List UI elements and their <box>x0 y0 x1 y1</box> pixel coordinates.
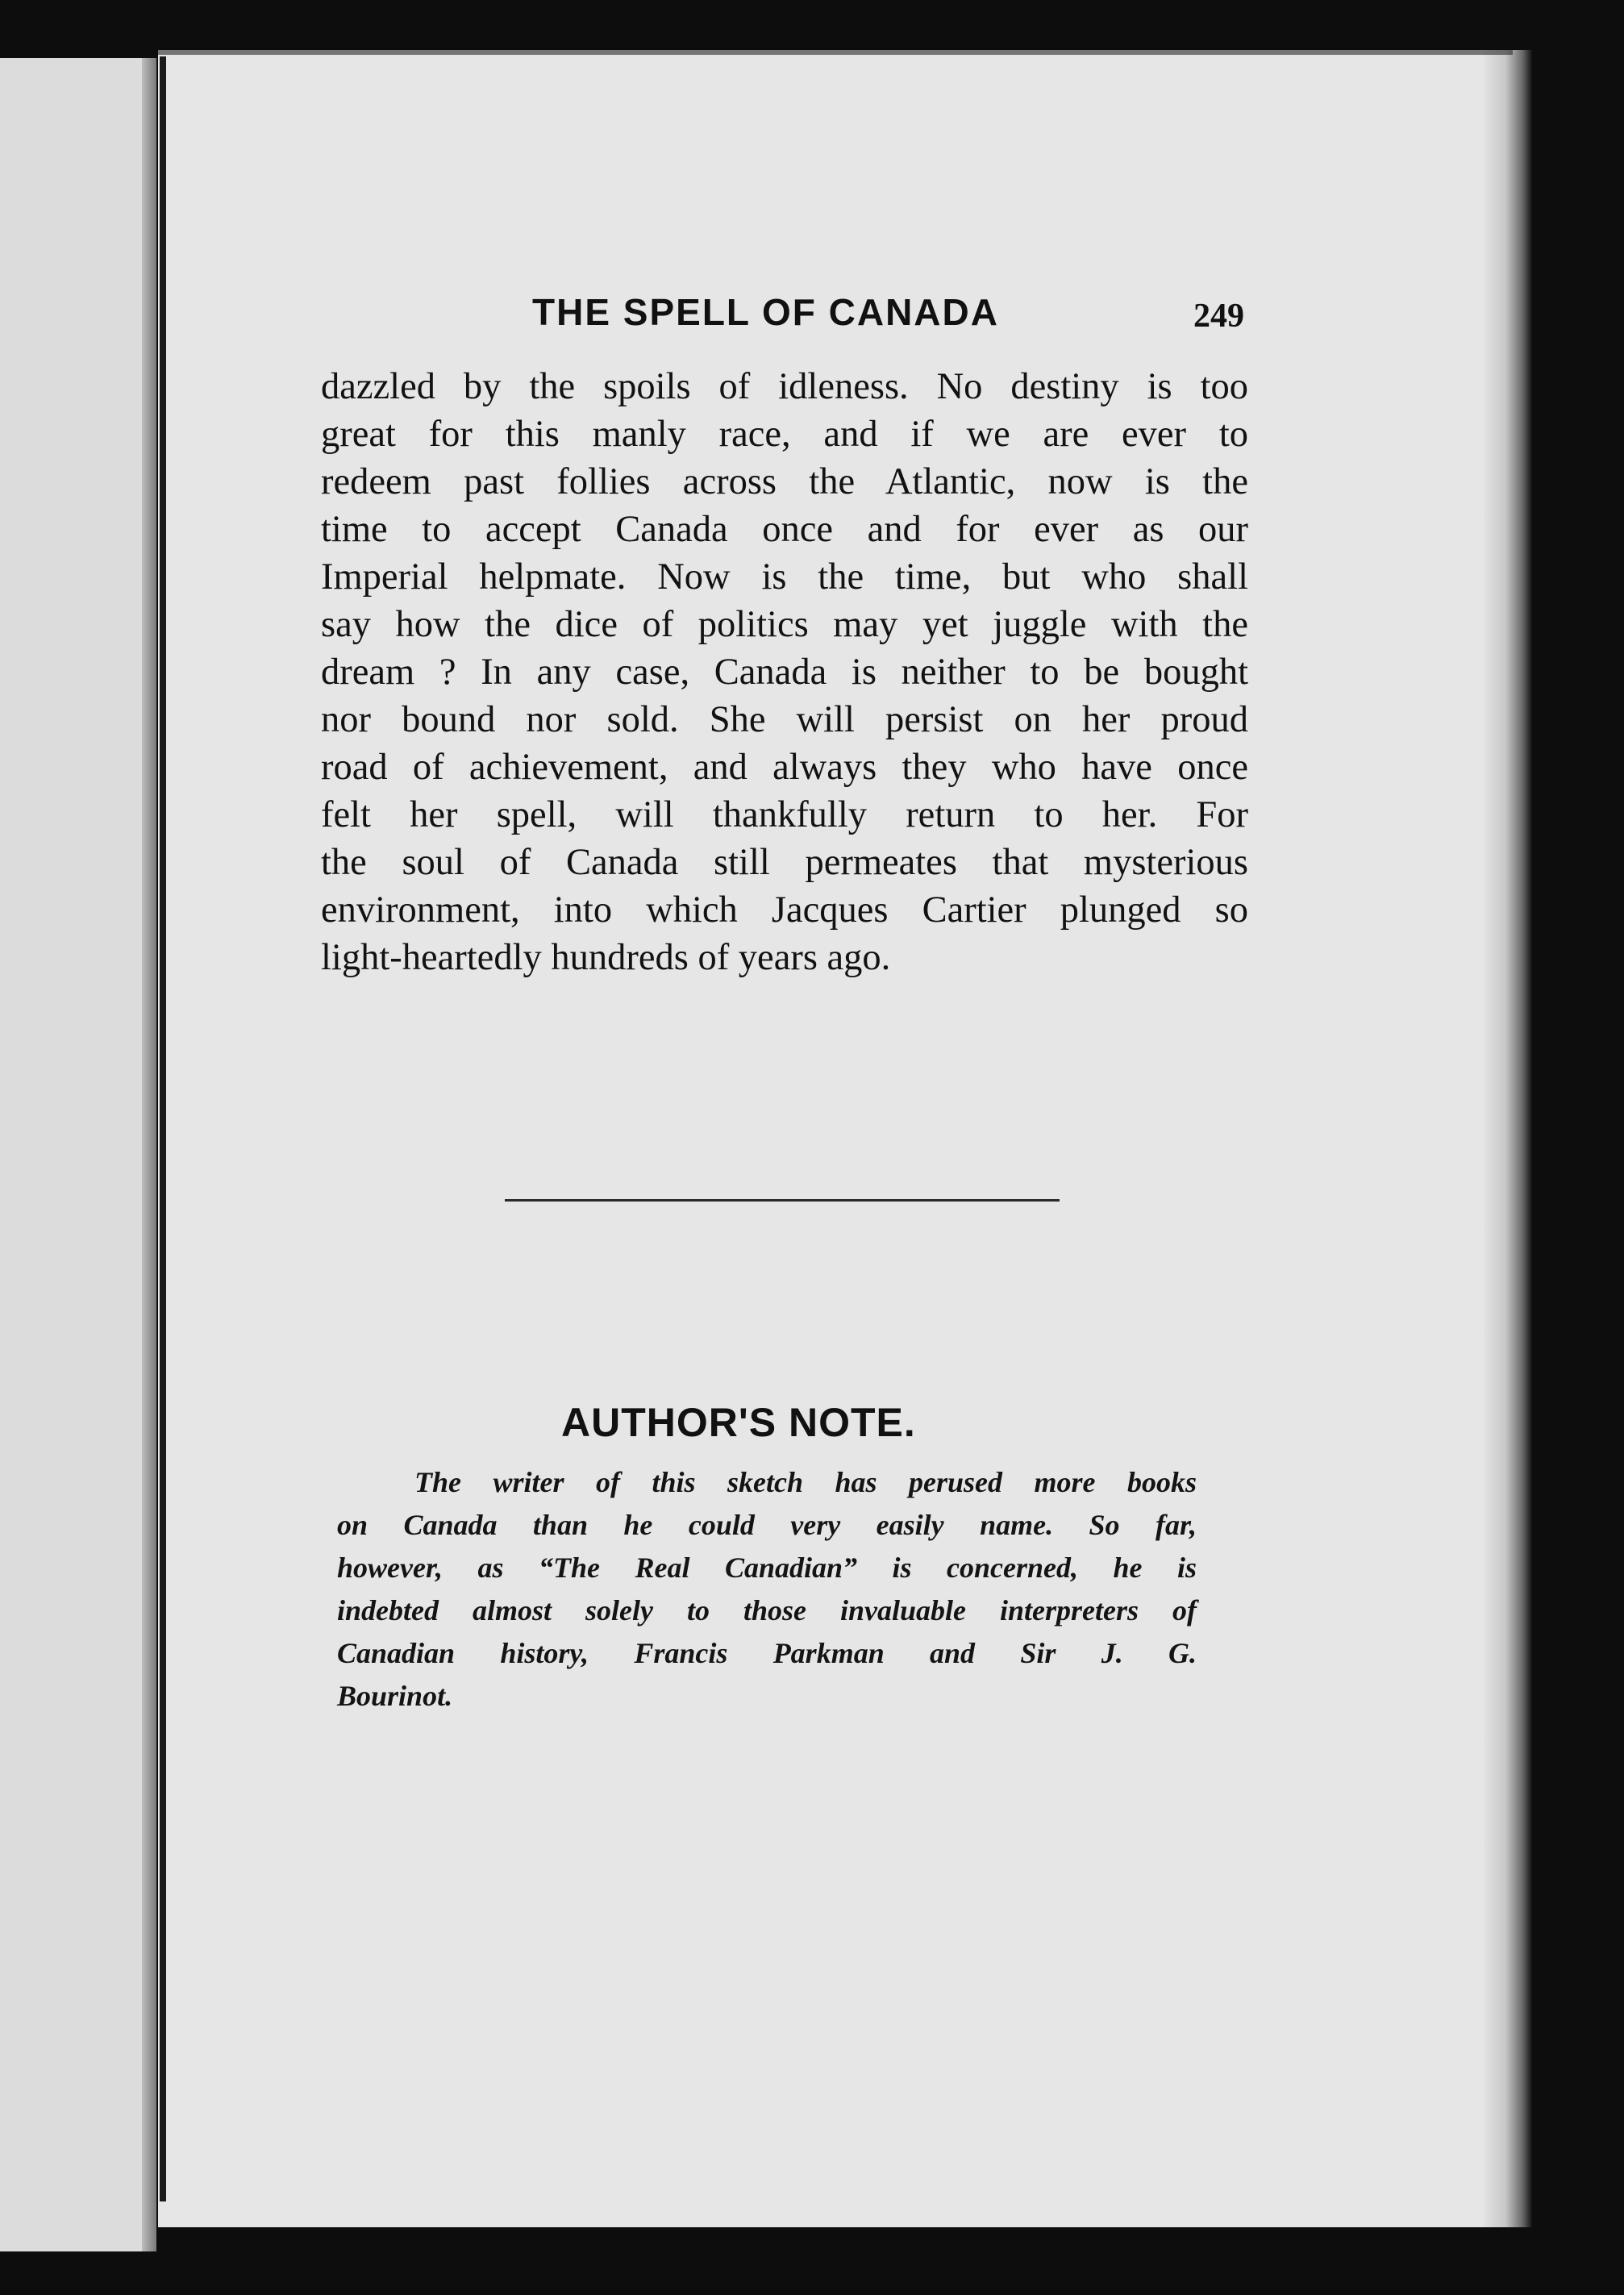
body-line: redeem past follies across the Atlantic, now is the <box>321 461 1248 502</box>
page-top-edge <box>158 50 1513 55</box>
note-line: however, as “The Real Canadian” is concerned, he is <box>337 1552 1197 1584</box>
body-line: dream ? In any case, Canada is neither to be bought <box>321 652 1248 693</box>
body-line: felt her spell, will thankfully return to her. For <box>321 794 1248 835</box>
note-line: The writer of this sketch has perused more books <box>414 1466 1197 1498</box>
note-line: Bourinot. <box>337 1680 453 1712</box>
note-line: Canadian history, Francis Parkman and Sir J. G. <box>337 1637 1197 1669</box>
body-line: say how the dice of politics may yet juggle with the <box>321 604 1248 645</box>
body-line: Imperial helpmate. Now is the time, but who shall <box>321 556 1248 598</box>
authors-note-text <box>337 1461 1197 1718</box>
body-line: nor bound nor sold. She will persist on her proud <box>321 699 1248 740</box>
page-number: 249 <box>1193 298 1244 335</box>
body-line: light-heartedly hundreds of years ago. <box>321 937 891 978</box>
page-fore-edge <box>1484 50 1532 2227</box>
gutter-shadow <box>142 58 156 2251</box>
body-line: the soul of Canada still permeates that mysterious <box>321 842 1248 883</box>
authors-note-heading: AUTHOR'S NOTE. <box>561 1400 916 1445</box>
body-line: great for this manly race, and if we are ever to <box>321 414 1248 455</box>
body-line: dazzled by the spoils of idleness. No destiny is too <box>321 366 1248 407</box>
body-paragraph <box>321 363 1248 981</box>
note-line: on Canada than he could very easily name. So far, <box>337 1509 1197 1541</box>
body-line: road of achievement, and always they who have once <box>321 747 1248 788</box>
body-line: environment, into which Jacques Cartier plunged so <box>321 889 1248 931</box>
running-title: THE SPELL OF CANADA <box>532 291 999 333</box>
facing-page-edge <box>0 58 153 2251</box>
note-line: indebted almost solely to those invaluable interpreters of <box>337 1594 1197 1626</box>
body-line: time to accept Canada once and for ever as our <box>321 509 1248 550</box>
binding-line <box>160 56 166 2201</box>
section-divider <box>505 1199 1060 1202</box>
